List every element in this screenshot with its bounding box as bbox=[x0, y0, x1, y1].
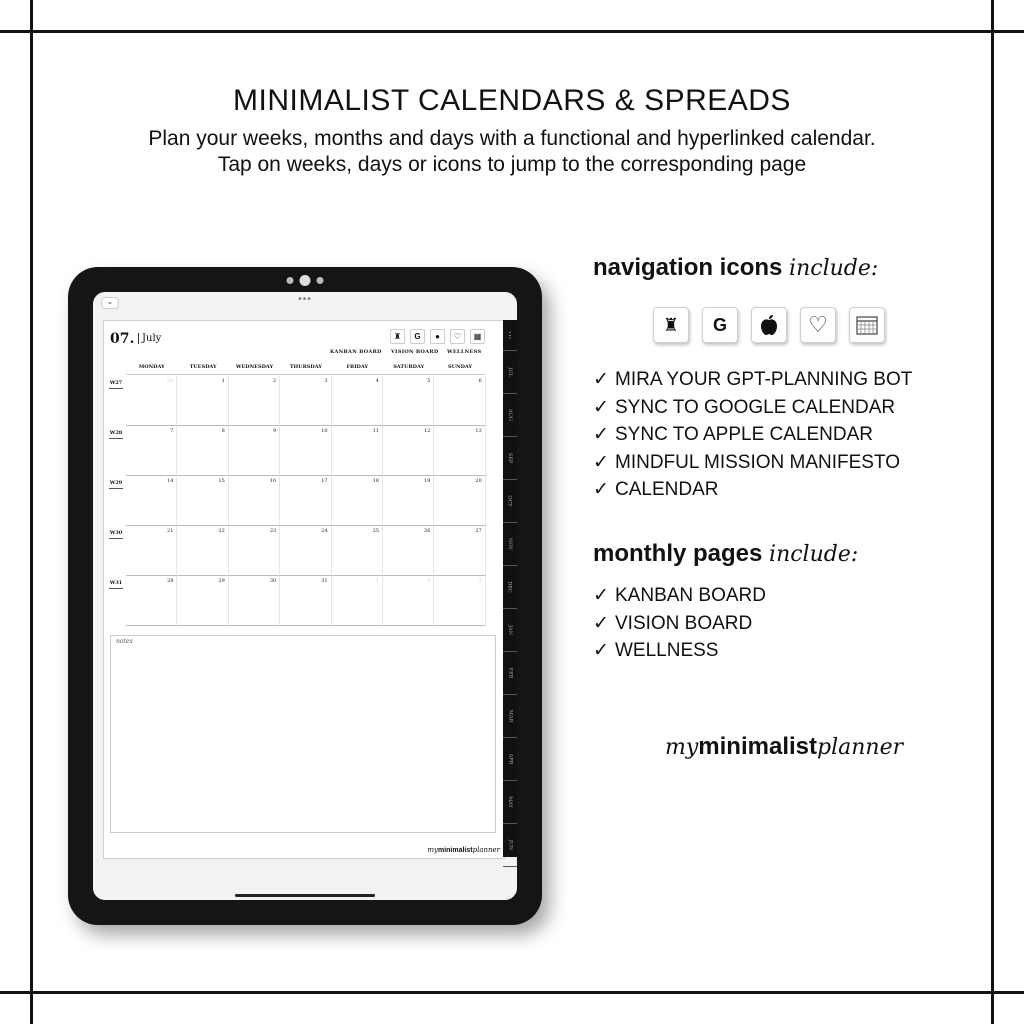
day-number: 27 bbox=[475, 528, 482, 534]
camera-lens bbox=[300, 275, 311, 286]
page-brand-logo bbox=[427, 846, 500, 854]
navigation-icons-heading bbox=[593, 254, 878, 282]
link-wellness[interactable]: WELLNESS bbox=[447, 349, 482, 355]
day-cell[interactable] bbox=[126, 426, 177, 476]
month-tab-label: JUN bbox=[507, 839, 513, 851]
list-item bbox=[593, 637, 766, 665]
check-icon: ✓ bbox=[593, 424, 609, 445]
camera-dot bbox=[317, 277, 324, 284]
calendar-icon[interactable]: ▦ bbox=[470, 329, 485, 344]
day-number: 11 bbox=[372, 428, 379, 434]
day-cell[interactable] bbox=[126, 576, 177, 626]
day-cell[interactable] bbox=[229, 576, 280, 626]
month-tab-label: NOV bbox=[507, 538, 513, 550]
day-number: 4 bbox=[375, 378, 379, 384]
month-tab[interactable] bbox=[503, 695, 517, 738]
camera-bar bbox=[287, 275, 324, 286]
month-number: 07. bbox=[110, 331, 135, 347]
check-icon: ✓ bbox=[593, 612, 609, 634]
page-brand-planner: planner bbox=[472, 846, 500, 854]
weekday-header: SUNDAY bbox=[434, 364, 485, 375]
day-number: 14 bbox=[167, 478, 174, 484]
brand-minimalist: minimalist bbox=[698, 733, 817, 760]
list-item-text: VISION BOARD bbox=[615, 612, 753, 634]
subtitle-line-2: Tap on weeks, days or icons to jump to the corresponding page bbox=[217, 153, 807, 176]
check-icon: ✓ bbox=[593, 369, 609, 390]
brand-logo bbox=[665, 733, 903, 761]
day-cell[interactable] bbox=[229, 376, 280, 426]
day-cell[interactable] bbox=[332, 426, 383, 476]
day-number: 7 bbox=[170, 428, 174, 434]
day-number: 3 bbox=[478, 578, 482, 584]
month-name: July bbox=[138, 333, 161, 344]
day-number: 5 bbox=[427, 378, 431, 384]
monthly-pages-heading bbox=[593, 540, 858, 568]
day-cell[interactable] bbox=[280, 526, 331, 576]
day-number: 20 bbox=[475, 478, 482, 484]
day-number: 12 bbox=[424, 428, 431, 434]
day-number: 16 bbox=[269, 478, 277, 484]
month-tab[interactable] bbox=[503, 738, 517, 781]
day-cell[interactable] bbox=[229, 526, 280, 576]
day-cell[interactable] bbox=[332, 526, 383, 576]
day-number: 6 bbox=[478, 378, 482, 384]
weekday-header: MONDAY bbox=[126, 364, 177, 375]
list-item bbox=[593, 421, 912, 449]
calendar-icon[interactable] bbox=[849, 307, 885, 343]
month-tab-label: JAN bbox=[507, 625, 513, 635]
day-cell[interactable] bbox=[280, 476, 331, 526]
day-cell[interactable] bbox=[383, 576, 434, 626]
month-tab-label: FEB bbox=[506, 667, 513, 679]
check-icon: ✓ bbox=[593, 585, 609, 606]
day-number: 17 bbox=[321, 478, 328, 484]
day-cell[interactable] bbox=[383, 526, 434, 576]
day-cell[interactable] bbox=[332, 476, 383, 526]
day-number: 3 bbox=[324, 378, 328, 384]
check-icon: ✓ bbox=[593, 479, 609, 500]
google-icon[interactable]: G bbox=[410, 329, 425, 344]
check-icon: ✓ bbox=[593, 640, 609, 661]
day-cell[interactable] bbox=[177, 476, 228, 526]
day-number: 30 bbox=[167, 378, 174, 384]
list-item bbox=[593, 582, 766, 610]
month-tab[interactable] bbox=[503, 394, 517, 437]
day-number: 24 bbox=[321, 528, 328, 534]
list-item bbox=[593, 476, 912, 504]
month-tab[interactable] bbox=[503, 652, 517, 695]
month-tab-label: MAY bbox=[507, 796, 513, 808]
day-number: 1 bbox=[375, 578, 379, 584]
day-cell[interactable] bbox=[383, 476, 434, 526]
day-number: 28 bbox=[167, 578, 174, 584]
notes-label: notes bbox=[116, 638, 133, 645]
link-kanban-board[interactable]: KANBAN BOARD bbox=[330, 349, 382, 355]
month-tab[interactable] bbox=[503, 781, 517, 824]
day-cell[interactable] bbox=[280, 376, 331, 426]
day-number: 25 bbox=[372, 528, 379, 534]
frame-line-top bbox=[0, 30, 1024, 33]
month-tab-label: MAR bbox=[507, 709, 513, 723]
month-tab-label: AUG bbox=[506, 409, 513, 421]
day-cell[interactable] bbox=[126, 526, 177, 576]
week-link[interactable]: W28 bbox=[109, 428, 123, 439]
brand-my: my bbox=[665, 735, 699, 760]
day-cell[interactable] bbox=[383, 426, 434, 476]
day-cell[interactable] bbox=[126, 476, 177, 526]
day-number: 15 bbox=[218, 478, 225, 484]
day-number: 19 bbox=[424, 478, 431, 484]
monthly-heading-bold: monthly pages bbox=[593, 540, 763, 567]
month-tab-label: OCT bbox=[506, 495, 513, 507]
monthly-heading-script: include: bbox=[769, 542, 859, 567]
week-link[interactable]: W27 bbox=[109, 378, 123, 389]
day-cell[interactable] bbox=[280, 576, 331, 626]
robot-icon[interactable]: ♜ bbox=[390, 329, 405, 344]
tablet-screen bbox=[93, 292, 517, 900]
day-cell[interactable] bbox=[126, 376, 177, 426]
list-item bbox=[593, 394, 912, 422]
day-cell[interactable] bbox=[177, 376, 228, 426]
check-icon: ✓ bbox=[593, 451, 609, 473]
day-cell[interactable] bbox=[434, 576, 485, 626]
google-icon[interactable]: G bbox=[702, 307, 738, 343]
day-number: 21 bbox=[167, 528, 174, 534]
day-number: 29 bbox=[218, 578, 225, 584]
day-number: 18 bbox=[372, 478, 379, 484]
month-tab[interactable] bbox=[503, 523, 517, 566]
page-title: MINIMALIST CALENDARS & SPREADS bbox=[233, 84, 791, 117]
day-number: 2 bbox=[273, 378, 277, 384]
list-item bbox=[593, 366, 912, 394]
day-cell[interactable] bbox=[434, 426, 485, 476]
apple-icon[interactable]: ● bbox=[430, 329, 445, 344]
day-number: 10 bbox=[321, 428, 328, 434]
week-link[interactable]: W30 bbox=[109, 528, 123, 539]
weekday-header: THURSDAY bbox=[280, 364, 331, 375]
month-tab[interactable] bbox=[503, 437, 517, 480]
month-tab[interactable] bbox=[503, 351, 517, 394]
month-tab[interactable] bbox=[503, 566, 517, 609]
day-cell[interactable] bbox=[177, 426, 228, 476]
link-vision-board[interactable]: VISION BOARD bbox=[391, 349, 439, 355]
subtitle-line-1: Plan your weeks, months and days with a functional and hyperlinked calendar. bbox=[148, 127, 876, 150]
menu-dots-icon[interactable]: ⋮ bbox=[503, 320, 517, 351]
day-cell[interactable] bbox=[177, 526, 228, 576]
day-cell[interactable] bbox=[434, 476, 485, 526]
week-link[interactable]: W31 bbox=[109, 578, 123, 589]
screen-toolbar bbox=[93, 292, 517, 316]
day-number: 8 bbox=[221, 428, 225, 434]
check-icon: ✓ bbox=[593, 396, 609, 418]
home-indicator bbox=[235, 894, 375, 897]
navigation-icon-row bbox=[653, 307, 885, 343]
day-cell[interactable] bbox=[434, 376, 485, 426]
list-item-text: SYNC TO GOOGLE CALENDAR bbox=[615, 396, 896, 418]
more-dots-icon[interactable]: ••• bbox=[298, 294, 312, 305]
month-tab-label: DEC bbox=[506, 581, 513, 593]
navigation-heading-script: include: bbox=[789, 256, 879, 281]
camera-dot bbox=[287, 277, 294, 284]
day-cell[interactable] bbox=[383, 376, 434, 426]
robot-icon[interactable]: ♜ bbox=[653, 307, 689, 343]
month-tab-label: APR bbox=[507, 753, 513, 765]
month-side-tabs bbox=[503, 320, 517, 857]
month-tab[interactable] bbox=[503, 824, 517, 867]
month-tab-label: SEP bbox=[506, 452, 513, 464]
day-number: 22 bbox=[218, 528, 225, 534]
apple-icon-shape bbox=[759, 314, 779, 336]
calendar-icon-shape bbox=[856, 315, 878, 335]
day-number: 9 bbox=[273, 428, 277, 434]
weekday-header: WEDNESDAY bbox=[229, 364, 280, 375]
monthly-feature-list bbox=[593, 582, 766, 665]
month-tab-label: JUL bbox=[506, 367, 513, 377]
month-tab[interactable] bbox=[503, 480, 517, 523]
weekday-header: FRIDAY bbox=[332, 364, 383, 375]
day-cell[interactable] bbox=[332, 576, 383, 626]
list-item-text: MIRA YOUR GPT-PLANNING BOT bbox=[615, 369, 913, 390]
navigation-heading-bold: navigation icons bbox=[593, 254, 783, 281]
list-item-text: KANBAN BOARD bbox=[615, 585, 766, 606]
chevron-down-icon[interactable]: ⌄ bbox=[101, 297, 119, 309]
planner-page bbox=[103, 320, 505, 859]
navigation-feature-list bbox=[593, 366, 912, 504]
day-cell[interactable] bbox=[332, 376, 383, 426]
list-item bbox=[593, 610, 766, 638]
week-link[interactable]: W29 bbox=[109, 478, 123, 489]
weekday-header: TUESDAY bbox=[177, 364, 228, 375]
frame-line-bottom bbox=[0, 991, 1024, 994]
day-number: 1 bbox=[221, 378, 225, 384]
page-brand-my: my bbox=[427, 846, 438, 854]
tablet-mockup bbox=[68, 267, 542, 925]
day-number: 13 bbox=[475, 428, 482, 434]
list-item-text: MINDFUL MISSION MANIFESTO bbox=[615, 451, 901, 473]
day-number: 2 bbox=[427, 578, 431, 584]
page-brand-minimalist: minimalist bbox=[437, 847, 473, 854]
weekday-header: SATURDAY bbox=[383, 364, 434, 375]
day-number: 31 bbox=[321, 578, 328, 584]
day-cell[interactable] bbox=[229, 476, 280, 526]
list-item-text: WELLNESS bbox=[615, 640, 719, 661]
apple-icon[interactable] bbox=[751, 307, 787, 343]
list-item bbox=[593, 449, 912, 477]
day-cell[interactable] bbox=[177, 576, 228, 626]
day-cell[interactable] bbox=[280, 426, 331, 476]
heart-icon[interactable]: ♡ bbox=[800, 307, 836, 343]
heart-icon[interactable]: ♡ bbox=[450, 329, 465, 344]
month-tab[interactable] bbox=[503, 609, 517, 652]
list-item-text: CALENDAR bbox=[615, 479, 719, 500]
brand-planner: planner bbox=[817, 735, 904, 760]
page-subtitle bbox=[0, 126, 1024, 178]
day-number: 26 bbox=[424, 528, 431, 534]
day-number: 30 bbox=[269, 578, 277, 584]
notes-area[interactable] bbox=[110, 635, 496, 833]
day-cell[interactable] bbox=[229, 426, 280, 476]
list-item-text: SYNC TO APPLE CALENDAR bbox=[615, 424, 874, 445]
day-cell[interactable] bbox=[434, 526, 485, 576]
day-number: 23 bbox=[269, 528, 277, 534]
